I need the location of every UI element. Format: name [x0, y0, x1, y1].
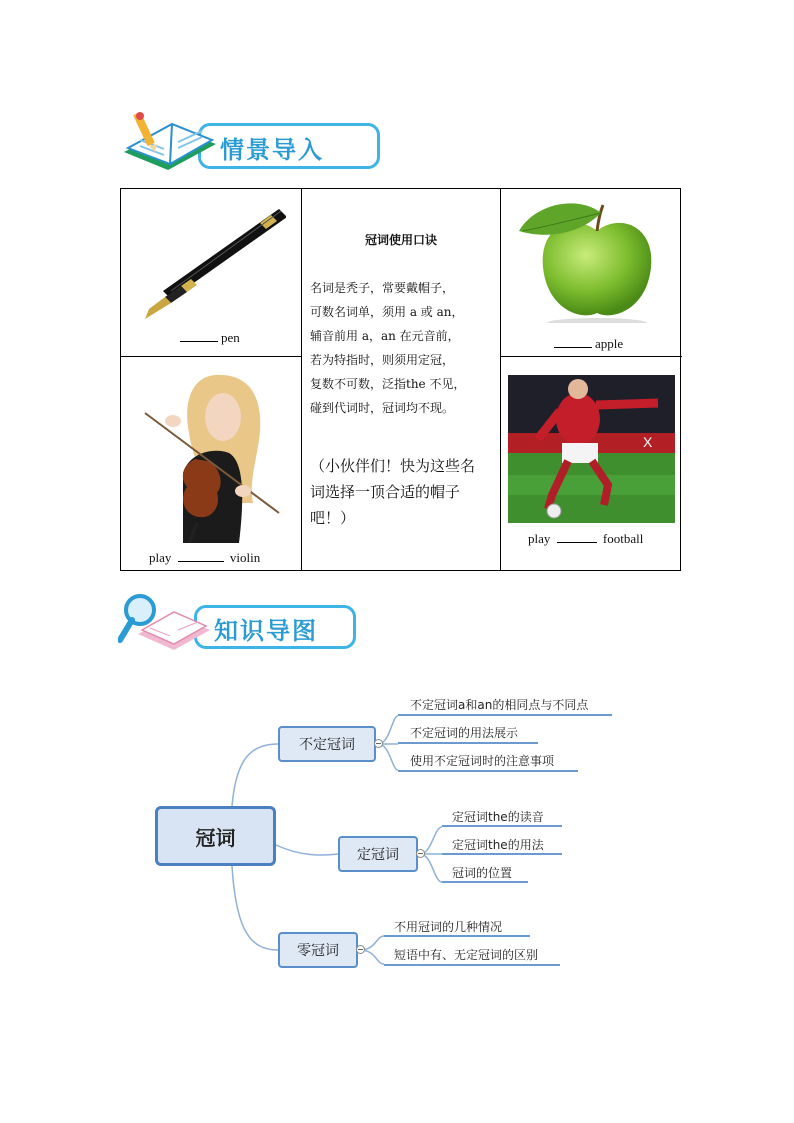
mindmap-leaf[interactable]: 不用冠词的几种情况: [394, 920, 503, 934]
mindmap-leaf[interactable]: 定冠词the的读音: [452, 810, 544, 824]
collapse-toggle-icon[interactable]: [416, 849, 425, 858]
mnemonic-note: （小伙伴们！快为这些名: [310, 457, 476, 475]
svg-text:X: X: [643, 434, 653, 450]
collapse-toggle-icon[interactable]: [356, 945, 365, 954]
leaf-underline: [384, 964, 560, 966]
mnemonic-line: 名词是秃子，常要戴帽子，: [310, 281, 455, 295]
football-caption: play football: [528, 531, 644, 546]
pen-caption: pen: [177, 330, 240, 346]
leaf-underline: [398, 714, 612, 716]
leaf-underline: [384, 935, 530, 937]
mnemonic-line: 可数名词单，须用 a 或 an，: [310, 305, 464, 319]
mnemonic-line: 辅音前用 a，an 在元音前，: [310, 329, 460, 343]
mindmap-branch-zero[interactable]: 零冠词: [278, 932, 358, 968]
mindmap-leaf[interactable]: 短语中有、无定冠词的区别: [394, 948, 539, 962]
mindmap-leaf[interactable]: 不定冠词a和an的相同点与不同点: [410, 698, 589, 712]
apple-caption: apple: [551, 336, 623, 352]
mindmap-branch-indefinite[interactable]: 不定冠词: [278, 726, 376, 762]
mnemonic-line: 若为特指时，则须用定冠，: [310, 353, 455, 367]
section-title: 知识导图: [214, 617, 318, 645]
leaf-underline: [398, 770, 578, 772]
mindmap-leaf[interactable]: 定冠词the的用法: [452, 838, 544, 852]
collapse-toggle-icon[interactable]: [374, 739, 383, 748]
mnemonic-title: 冠词使用口诀: [364, 233, 437, 247]
mnemonic-note: 词选择一顶合适的帽子: [310, 483, 461, 501]
leaf-underline: [442, 825, 562, 827]
leaf-underline: [398, 742, 538, 744]
leaf-underline: [442, 881, 528, 883]
mindmap-branch-definite[interactable]: 定冠词: [338, 836, 418, 872]
mnemonic-note: 吧！）: [310, 509, 356, 527]
mindmap-leaf[interactable]: 使用不定冠词时的注意事项: [410, 754, 555, 768]
mnemonic-line: 碰到代词时，冠词均不现。: [310, 401, 455, 415]
mindmap-leaf[interactable]: 冠词的位置: [452, 866, 513, 880]
mnemonic-line: 复数不可数，泛指the 不见，: [310, 377, 466, 391]
violin-caption: play violin: [149, 550, 261, 565]
section-title: 情景导入: [220, 136, 324, 164]
mindmap-root[interactable]: 冠词: [155, 806, 276, 866]
leaf-underline: [442, 853, 562, 855]
mindmap-leaf[interactable]: 不定冠词的用法展示: [410, 726, 519, 740]
